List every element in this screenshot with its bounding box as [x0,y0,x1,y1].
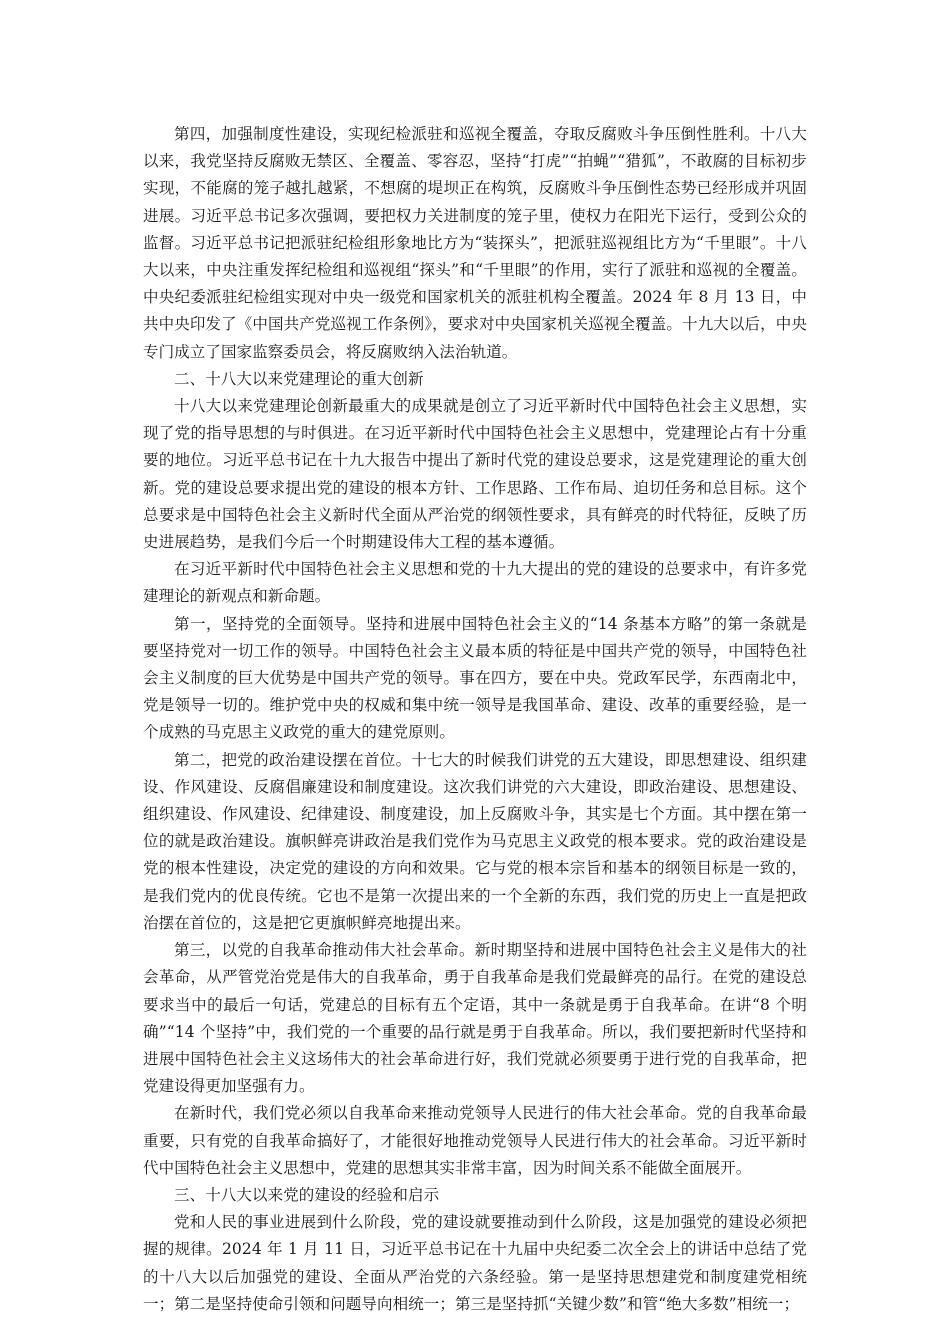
paragraph-second-political: 第二，把党的政治建设摆在首位。十七大的时候我们讲党的五大建设，即思想建设、组织建设、作风建设、反腐倡廉建设和制度建设。这次我们讲党的六大建设，即政治建设、思想建设、组织建设、作风建设、纪律建设、制度建设，加上反腐败斗争，其实是七个方面。其中摆在第一位的就是政治建设。旗帜鲜亮讲政治是我们党作为马克思主义政党的根本要求。党的政治建设是党的根本性建设，决定党的建设的方向和效果。它与党的根本宗旨和基本的纲领目标是一致的，是我们党内的优良传统。它也不是第一次提出来的一个全新的东西，我们党的历史上一直是把政治摆在首位的，这是把它更旗帜鲜亮地提出来。 [143,750,807,932]
paragraph-first-leadership: 第一，坚持党的全面领导。坚持和进展中国特色社会主义的“14 条基本方略”的第一条就是要坚持党对一切工作的领导。中国特色社会主义最本质的特征是中国共产党的领导，中国特色社会主义制度的巨大优势是中国共产党的领导。事在四方，要在中央。党政军民学，东西南北中，党是领导一切的。维护党中央的权威和集中统一领导是我国革命、建设、改革的重要经验，是一个成熟的马克思主义政党的重大的建党原则。 [143,614,807,742]
section-heading-3: 三、十八大以来党的建设的经验和启示 [174,1185,440,1204]
paragraph-fourth-institutional: 第四，加强制度性建设，实现纪检派驻和巡视全覆盖，夺取反腐败斗争压倒性胜利。十八大以来，我党坚持反腐败无禁区、全覆盖、零容忍，坚持“打虎”“拍蝇”“猎狐”，不敢腐的目标初步实现，不能腐的笼子越扎越紧，不想腐的堤坝正在构筑，反腐败斗争压倒性态势已经形成并巩固进展。习近平总书记多次强调，要把权力关进制度的笼子里，使权力在阳光下运行，受到公众的监督。习近平总书记把派驻纪检组形象地比方为“装探头”，把派驻巡视组比方为“千里眼”。十八大以来，中央注重发挥纪检组和巡视组“探头”和“千里眼”的作用，实行了派驻和巡视的全覆盖。中央纪委派驻纪检组实现对中央一级党和国家机关的派驻机构全覆盖。2024 年 8 月 13 日，中共中央印发了《中国共产党巡视工作条例》，要求对中央国家机关巡视全覆盖。十九大以后，中央专门成立了国家监察委员会，将反腐败纳入法治轨道。 [143,125,807,361]
paragraph-theory-innovation: 十八大以来党建理论创新最重大的成果就是创立了习近平新时代中国特色社会主义思想，实现了党的指导思想的与时俱进。在习近平新时代中国特色社会主义思想中，党建理论占有十分重要的地位。习近平总书记在十九大报告中提出了新时代党的建设总要求，这是党建理论的重大创新。党的建设总要求提出党的建设的根本方针、工作思路、工作布局、迫切任务和总目标。这个总要求是中国特色社会主义新时代全面从严治党的纲领性要求，具有鲜亮的时代特征，反映了历史进展趋势，是我们今后一个时期建设伟大工程的基本遵循。 [143,397,807,552]
paragraph-new-era: 在新时代，我们党必须以自我革命来推动党领导人民进行的伟大社会革命。党的自我革命最重要，只有党的自我革命搞好了，才能很好地推动党领导人民进行伟大的社会革命。习近平新时代中国特色社会主义思想中，党建的思想其实非常丰富，因为时间关系不能做全面展开。 [143,1104,807,1177]
document-body [143,121,807,1318]
paragraph-experience: 党和人民的事业进展到什么阶段，党的建设就要推动到什么阶段，这是加强党的建设必须把握的规律。2024 年 1 月 11 日，习近平总书记在十九届中央纪委二次全会上的讲话中总结了党的十八大以后加强党的建设、全面从严治党的六条经验。第一是坚持思想建党和制度建党相统一；第二是坚持使命引领和问题导向相统一；第三是坚持抓“关键少数”和管“绝大多数”相统一； [143,1213,807,1313]
paragraph-new-viewpoints: 在习近平新时代中国特色社会主义思想和党的十九大提出的党的建设的总要求中，有许多党建理论的新观点和新命题。 [143,560,807,606]
section-heading-2: 二、十八大以来党建理论的重大创新 [174,369,424,388]
paragraph-third-self-revolution: 第三，以党的自我革命推动伟大社会革命。新时期坚持和进展中国特色社会主义是伟大的社会革命，从严管党治党是伟大的自我革命，勇于自我革命是我们党最鲜亮的品行。在党的建设总要求当中的最后一句话，党建总的目标有五个定语，其中一条就是勇于自我革命。在讲“8 个明确”“14 个坚持”中，我们党的一个重要的品行就是勇于自我革命。所以，我们要把新时代坚持和进展中国特色社会主义这场伟大的社会革命进行好，我们党就必须要勇于进行党的自我革命，把党建设得更加坚强有力。 [143,941,807,1096]
